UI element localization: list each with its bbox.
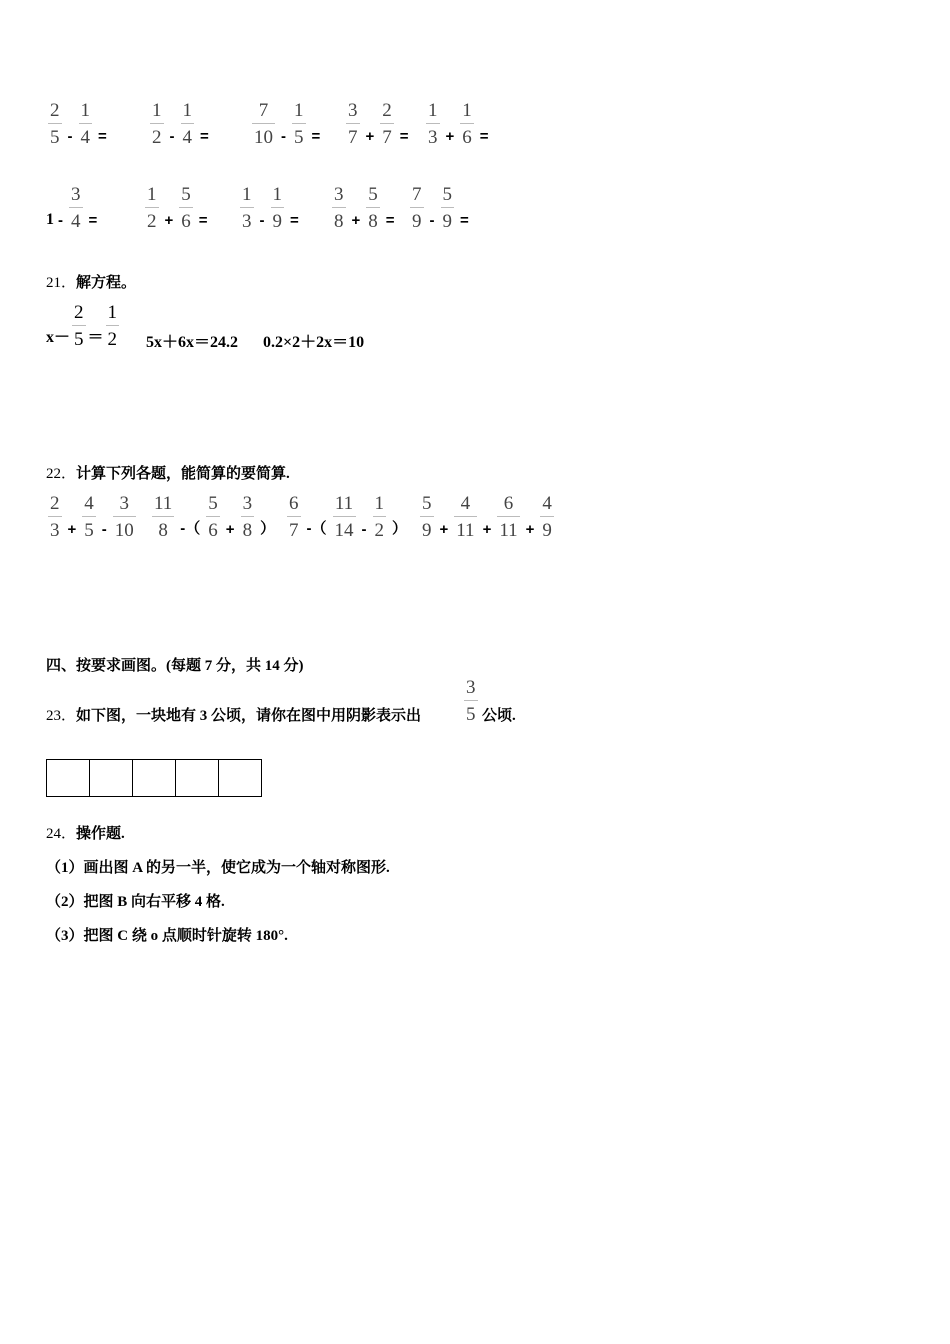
numerator: 4 [460, 493, 471, 514]
fraction [380, 101, 394, 147]
q21-title: 解方程。 [76, 275, 137, 291]
expression [46, 494, 138, 540]
q23-text-before: 如下图，一块地有 3 公顷，请你在图中用阴影表示出 [76, 708, 422, 724]
fraction [252, 101, 275, 147]
numerator: 7 [258, 100, 269, 121]
fraction [152, 494, 174, 540]
operator: = [311, 128, 321, 145]
operator: ） [392, 520, 408, 537]
fraction [333, 494, 356, 540]
operator: + [482, 521, 492, 538]
expression [46, 185, 101, 231]
numerator: 1 [242, 184, 252, 205]
q24-title: 操作题. [76, 826, 125, 842]
numerator: 3 [71, 184, 81, 205]
denominator: 9 [442, 211, 452, 232]
numerator: 5 [368, 184, 378, 205]
operator: = [98, 128, 107, 145]
numerator: 3 [119, 493, 130, 514]
fraction [241, 494, 255, 540]
denominator: 10 [114, 520, 134, 541]
q23-text-after: 公顷. [482, 708, 516, 724]
fraction [460, 101, 474, 147]
numerator: 6 [289, 493, 299, 514]
denominator: 4 [182, 127, 192, 148]
numerator: 2 [74, 302, 84, 323]
denominator: 3 [242, 211, 252, 232]
numerator: 1 [428, 100, 438, 121]
numerator: 4 [84, 493, 94, 514]
operator: - [259, 212, 265, 229]
operator: ） [260, 520, 276, 537]
denominator: 11 [456, 520, 475, 541]
numerator: 2 [50, 493, 60, 514]
denominator: 3 [50, 520, 60, 541]
q24-number: 24． [46, 826, 77, 842]
denominator: 6 [181, 211, 191, 232]
numerator: 11 [334, 493, 354, 514]
numerator: 1 [182, 100, 192, 121]
fraction [113, 494, 136, 540]
operator: + [164, 212, 174, 229]
numerator: 1 [107, 302, 118, 323]
land-grid[interactable] [46, 759, 262, 797]
fraction [441, 185, 455, 231]
grid-cell[interactable] [219, 760, 261, 796]
denominator: 2 [152, 127, 162, 148]
section-4-title: 四、按要求画图。(每题 7 分，共 14 分) [46, 658, 304, 674]
q24-heading [46, 822, 125, 843]
denominator: 2 [374, 520, 384, 541]
fraction [454, 494, 476, 540]
expression [285, 494, 411, 540]
fraction [410, 185, 424, 231]
fraction [48, 494, 62, 540]
denominator: 10 [254, 127, 273, 148]
expression [143, 185, 212, 231]
numerator: 5 [442, 184, 452, 205]
operator: = [200, 128, 209, 145]
denominator: 4 [80, 127, 90, 148]
fraction [179, 185, 193, 231]
denominator: 8 [334, 211, 344, 232]
q24-item-1: （1）画出图 A 的另一半，使它成为一个轴对称图形. [46, 860, 390, 876]
operator: + [445, 128, 455, 145]
denominator: 9 [542, 520, 552, 541]
denominator: 2 [147, 211, 157, 232]
fraction [72, 303, 86, 349]
numerator: 5 [181, 184, 191, 205]
denominator: 9 [422, 520, 432, 541]
denominator: 3 [428, 127, 438, 148]
expression [344, 101, 413, 147]
numerator: 1 [462, 100, 472, 121]
numerator: 3 [334, 184, 344, 205]
q24-item-2: （2）把图 B 向右平移 4 格. [46, 894, 225, 910]
eq1-equals: ＝ [87, 329, 104, 346]
grid-cell[interactable] [90, 760, 133, 796]
grid-cell[interactable] [133, 760, 176, 796]
q23-text [46, 704, 421, 725]
fraction [181, 101, 195, 147]
fraction [287, 494, 301, 540]
operator: - [281, 128, 286, 145]
fraction [106, 303, 120, 349]
operator: = [198, 212, 208, 229]
numerator: 3 [466, 677, 476, 698]
numerator: 5 [208, 493, 218, 514]
fraction [497, 494, 519, 540]
numerator: 1 [152, 100, 162, 121]
operator: = [399, 128, 409, 145]
operator: = [88, 212, 98, 229]
denominator: 5 [50, 127, 60, 148]
operator: -（ [306, 520, 327, 537]
expression [408, 185, 473, 231]
fraction [426, 101, 440, 147]
expression [238, 185, 303, 231]
expression [150, 494, 279, 540]
denominator: 5 [74, 329, 84, 350]
numerator: 1 [147, 184, 157, 205]
denominator: 8 [158, 520, 168, 541]
denominator: 7 [289, 520, 299, 541]
operator: - [429, 212, 435, 229]
operator: + [439, 521, 449, 538]
numerator: 1 [294, 100, 304, 121]
fraction [69, 185, 83, 231]
numerator: 5 [422, 493, 432, 514]
denominator: 4 [71, 211, 81, 232]
numerator: 2 [50, 100, 60, 121]
q24-item-3: （3）把图 C 绕 o 点顺时针旋转 180°. [46, 928, 288, 944]
expression [250, 101, 324, 147]
numerator: 3 [348, 100, 358, 121]
numerator: 11 [154, 493, 173, 514]
operator: + [351, 212, 361, 229]
equation-1 [46, 303, 121, 349]
expression [46, 101, 111, 147]
numerator: 1 [272, 184, 282, 205]
operator: = [385, 212, 395, 229]
fraction [332, 185, 346, 231]
q21-number: 21． [46, 275, 77, 291]
grid-cell[interactable] [176, 760, 219, 796]
denominator: 9 [412, 211, 422, 232]
fraction [346, 101, 360, 147]
operator: + [67, 521, 77, 538]
q23-number: 23． [46, 708, 77, 724]
numerator: 4 [542, 493, 552, 514]
operator: + [525, 521, 535, 538]
denominator: 2 [107, 329, 118, 350]
denominator: 11 [499, 520, 518, 541]
equation-2: 5x＋6x＝24.2 [146, 334, 239, 351]
fraction [373, 494, 387, 540]
denominator: 5 [466, 704, 476, 725]
denominator: 9 [272, 211, 282, 232]
denominator: 7 [382, 127, 392, 148]
fraction [540, 494, 554, 540]
denominator: 8 [368, 211, 378, 232]
expression [418, 494, 556, 540]
expression [148, 101, 213, 147]
operator: - [169, 128, 175, 145]
equation-3: 0.2×2＋2x＝10 [263, 334, 365, 351]
q23-fraction [462, 678, 480, 724]
operator: - [58, 212, 63, 229]
operator: - [101, 521, 107, 538]
eq1-prefix: x－ [46, 329, 71, 346]
fraction [145, 185, 159, 231]
q22-heading [46, 462, 290, 483]
fraction [271, 185, 285, 231]
grid-cell[interactable] [47, 760, 90, 796]
q21-heading [46, 271, 136, 292]
fraction [240, 185, 254, 231]
numerator: 3 [242, 493, 253, 514]
whole-number: 1 [46, 211, 54, 228]
numerator: 6 [503, 493, 514, 514]
fraction [206, 494, 220, 540]
operator: = [290, 212, 299, 229]
fraction [48, 101, 62, 147]
operator: = [460, 212, 469, 229]
operator: + [225, 521, 235, 538]
operator: + [365, 128, 375, 145]
q22-number: 22． [46, 466, 77, 482]
denominator: 6 [208, 520, 218, 541]
numerator: 2 [382, 100, 392, 121]
fraction [292, 101, 306, 147]
denominator: 7 [348, 127, 358, 148]
expression [330, 185, 399, 231]
fraction [82, 494, 96, 540]
numerator: 7 [412, 184, 422, 205]
numerator: 1 [80, 100, 90, 121]
denominator: 5 [84, 520, 94, 541]
operator: = [479, 128, 489, 145]
denominator: 5 [294, 127, 304, 148]
fraction [79, 101, 93, 147]
denominator: 14 [334, 520, 354, 541]
expression [424, 101, 493, 147]
numerator: 1 [374, 493, 384, 514]
fraction [420, 494, 434, 540]
fraction [366, 185, 380, 231]
operator: - [67, 128, 73, 145]
operator: -（ [180, 520, 201, 537]
q22-title: 计算下列各题，能简算的要简算. [76, 466, 290, 482]
denominator: 8 [242, 520, 253, 541]
fraction [150, 101, 164, 147]
operator: - [361, 521, 367, 538]
denominator: 6 [462, 127, 472, 148]
